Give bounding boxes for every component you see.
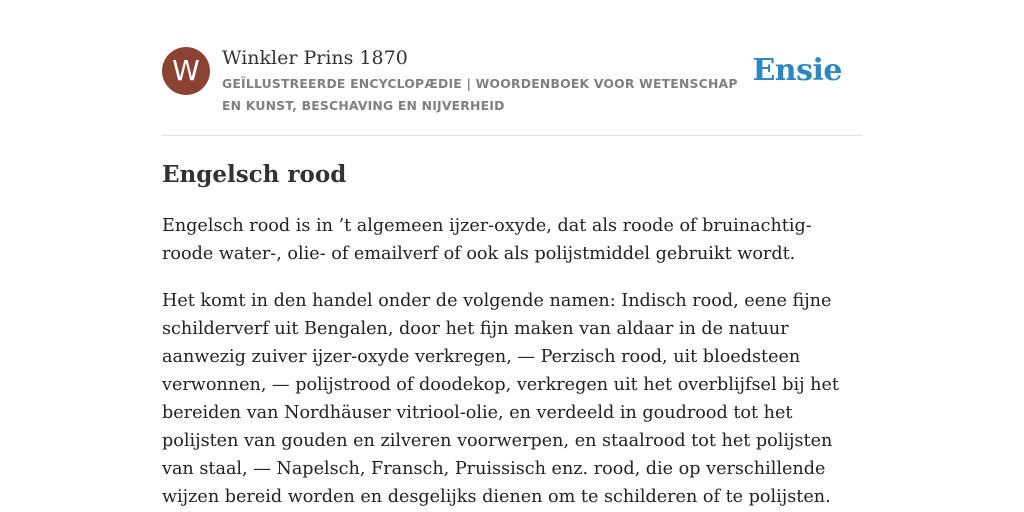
ensie-logo[interactable]: Ensie xyxy=(752,53,842,88)
page xyxy=(162,0,862,512)
entry-paragraph-2: Het komt in den handel onder de volgende namen: Indisch rood, eene fijne schilderverf uit Bengalen, door het fijn maken van aldaar in de natuur aanwezig zuiver ijzer-oxyde verkregen, — Perzisch rood, uit bloedsteen verwonnen, — polijstrood of doodekop, verkregen uit het overblijfsel bij het bereiden van Nordhäuser vitriool-olie, en verdeeld in goudrood tot het polijsten van gouden en zilveren voorwerpen, en staalrood tot het polijsten van staal, — Napelsch, Fransch, Pruissisch enz. rood, die op verschillende wijzen bereid worden en desgelijks dienen om te schilderen of te polijsten. xyxy=(162,291,839,507)
entry-body xyxy=(162,212,862,512)
source-title[interactable]: Winkler Prins 1870 xyxy=(222,47,408,69)
source-avatar[interactable]: W xyxy=(162,47,210,95)
entry-title: Engelsch rood xyxy=(162,161,347,188)
header-divider xyxy=(162,135,862,136)
source-subtitle: GEÏLLUSTREERDE ENCYCLOPÆDIE | WOORDENBOEK VOOR WETENSCHAP EN KUNST, BESCHAVING EN NIJVERHEID xyxy=(222,76,738,113)
source-header xyxy=(162,46,862,116)
entry-paragraph-1: Engelsch rood is in ’t algemeen ijzer-oxyde, dat als roode of bruinachtig-roode water-, olie- of emailverf of ook als polijstmiddel gebruikt wordt. xyxy=(162,216,812,264)
